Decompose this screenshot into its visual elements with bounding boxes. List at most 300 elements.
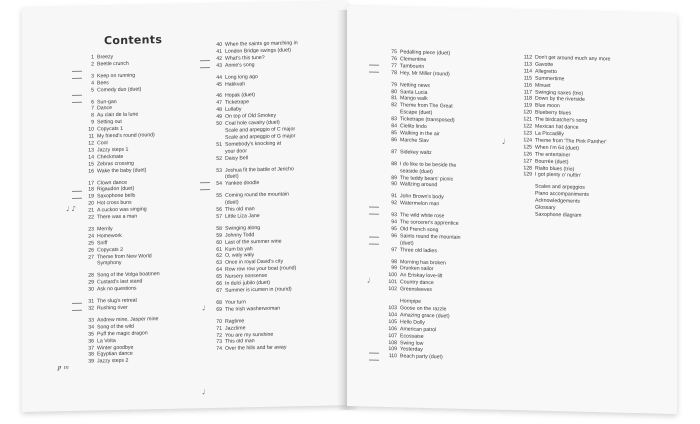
- entry-number: 63: [216, 260, 222, 267]
- entry-number: 87: [391, 148, 397, 156]
- entry-title: I got plenty o' nuttin': [535, 172, 581, 180]
- entry-title: Symphony: [97, 260, 122, 267]
- entry-title: La Piccadilly: [535, 130, 564, 138]
- entry-number: 54: [216, 181, 222, 188]
- music-staff-icon: [369, 65, 379, 73]
- entry-number: 41: [216, 48, 222, 55]
- entry-number: 129: [523, 171, 532, 178]
- entry-title: Beach party (duet): [400, 353, 443, 361]
- entry-number: 75: [391, 49, 397, 56]
- entry-title: Jazzy steps 2: [97, 358, 129, 365]
- right-column-2: [522, 54, 610, 220]
- entry-title: Copycats 2: [97, 246, 123, 254]
- entry-title: Hot cross buns: [97, 199, 132, 207]
- music-staff-icon: [72, 303, 82, 311]
- entry-number: 46: [216, 93, 222, 100]
- right-page: [347, 6, 677, 414]
- entry-title: (duet): [400, 240, 414, 247]
- entry-number: 53: [216, 167, 222, 174]
- entry-number: 93: [391, 212, 397, 219]
- entry-number: 55: [216, 193, 222, 200]
- entry-number: 100: [388, 272, 397, 279]
- entry-title: Beetle crunch: [97, 60, 129, 68]
- entry-title: Theme from 'The Pink Panther': [535, 137, 607, 146]
- entry-title: This old man: [225, 338, 255, 346]
- entry-number: 97: [391, 246, 397, 253]
- entry-title: Hopak (duet): [225, 92, 255, 100]
- entry-number: 86: [391, 136, 397, 144]
- entry-title: Escape (duet): [400, 109, 433, 117]
- entry-number: 123: [523, 130, 532, 137]
- entry-title: La Volta: [97, 337, 116, 345]
- entry-title: Song of the Volga boatmen: [97, 271, 160, 279]
- entry-number: 51: [216, 141, 222, 148]
- entry-title: Nursery nonsense: [225, 273, 268, 280]
- entry-number: 62: [216, 253, 222, 260]
- entry-number: 73: [216, 339, 222, 346]
- entry-title: Sidekey waltz: [400, 149, 432, 156]
- entry-title: Cielito lindo: [400, 123, 427, 131]
- entry-number: 56: [216, 206, 222, 213]
- entry-number: 19: [88, 193, 94, 200]
- entry-title: Ask no questions: [97, 285, 137, 293]
- entry-title: Theme from The Great: [400, 102, 453, 110]
- entry-title: Hornpipe: [400, 298, 422, 305]
- entry-number: 60: [216, 239, 222, 246]
- entry-title: Breezy: [97, 54, 114, 61]
- entry-number: 83: [391, 116, 397, 123]
- entry-title: Three old ladies: [400, 246, 437, 254]
- entry-title: O, waly waly: [225, 252, 255, 260]
- entry-title: Ticketrape (transposed): [400, 116, 455, 124]
- entry-number: 43: [216, 62, 222, 69]
- entry-number: 76: [391, 55, 397, 63]
- entry-number: 71: [216, 325, 222, 332]
- note-icon: ♩: [202, 388, 206, 397]
- left-column-2: [212, 40, 298, 353]
- entry-number: 88: [391, 160, 397, 167]
- entry-title: Swinging saxes (trio): [535, 89, 584, 97]
- entry-title: Ecossaise: [400, 332, 424, 340]
- left-page: [22, 1, 347, 412]
- entry-number: 11: [88, 133, 94, 140]
- entry-title: Rigaudon (duet): [97, 186, 135, 193]
- entry-number: 1: [91, 54, 94, 61]
- music-staff-icon: [200, 182, 210, 190]
- entry-number: 72: [216, 332, 222, 339]
- entry-title: Row row row your boat (round): [225, 265, 297, 274]
- entry-number: 23: [88, 226, 94, 233]
- entry-title: Sniff: [97, 239, 108, 247]
- entry-number: 68: [216, 299, 222, 306]
- entry-title: Swing low: [400, 339, 424, 347]
- entry-title: In dulci jubilo (duet): [225, 279, 270, 287]
- entry-title: Drunken sailor: [400, 265, 434, 273]
- entry-number: 108: [388, 339, 397, 346]
- entry-number: 94: [391, 219, 397, 226]
- entry-number: 119: [523, 102, 532, 109]
- entry-title: Morning has broken: [400, 258, 446, 266]
- entry-number: 79: [391, 81, 397, 88]
- entry-number: 95: [391, 226, 397, 233]
- entry-title: Clementine: [400, 56, 427, 63]
- entry-title: Keep on running: [97, 72, 136, 80]
- music-staff-icon: [369, 353, 379, 361]
- entry-number: 30: [88, 286, 94, 293]
- entry-number: 50: [216, 120, 222, 127]
- entry-title: What's this tune?: [225, 54, 265, 62]
- entry-number: 118: [523, 95, 532, 102]
- entry-number: 5: [91, 87, 94, 94]
- entry-title: Au clair de la lune: [97, 111, 139, 119]
- entry-title: A cuckoo was singing: [97, 206, 147, 214]
- entry-number: 77: [391, 62, 397, 70]
- entry-title: seaside (duet): [400, 167, 433, 175]
- entry-number: 21: [88, 207, 94, 214]
- entry-number: 81: [391, 95, 397, 102]
- entry-title: Pedalling piece (duet): [400, 49, 451, 57]
- entry-number: 104: [388, 311, 397, 319]
- entry-title: your door: [225, 147, 247, 155]
- entry-title: Andrew mine, Jasper mine: [97, 316, 159, 324]
- entry-number: 17: [88, 179, 94, 187]
- entry-number: 126: [523, 150, 532, 158]
- entry-number: 124: [523, 137, 532, 144]
- entry-title: I do like to be beside the: [400, 160, 457, 169]
- entry-title: Clown dance: [97, 179, 127, 186]
- entry-title: Theme from New World: [97, 252, 152, 260]
- entry-title: Joshua fit the battle of Jericho: [225, 165, 294, 174]
- entry-number: 69: [216, 306, 222, 313]
- contents-entry: [212, 345, 298, 354]
- entry-title: Marche Slav: [400, 137, 429, 144]
- entry-number: [522, 211, 532, 218]
- entry-title: Copycats 1: [97, 126, 123, 133]
- note-icon: ♩: [367, 276, 371, 285]
- entry-number: 82: [391, 102, 397, 109]
- note-icon: 𝆏 𝆐: [58, 363, 69, 372]
- entry-title: Hello Dolly: [400, 319, 425, 326]
- entry-number: 16: [88, 168, 94, 175]
- entry-number: 2: [91, 61, 94, 68]
- entry-number: 47: [216, 100, 222, 107]
- entry-number: 114: [523, 68, 532, 75]
- music-staff-icon: [72, 95, 82, 103]
- entry-number: [84, 261, 94, 268]
- entry-number: 120: [523, 109, 532, 116]
- entry-title: Santa Lucia: [400, 88, 428, 96]
- entry-title: Summer is icumen in (round): [225, 286, 292, 294]
- entry-title: Homework: [97, 232, 122, 240]
- entry-number: 15: [88, 161, 94, 168]
- entry-title: Scale and arpeggio of C major: [225, 126, 296, 134]
- entry-number: 7: [91, 105, 94, 112]
- entry-number: 78: [391, 69, 397, 76]
- entry-title: Don't get around much any more: [535, 54, 611, 63]
- entry-number: 45: [216, 81, 222, 88]
- entry-number: 85: [391, 130, 397, 137]
- left-column-1: [84, 53, 160, 366]
- entry-title: An Eriskay love-lilt: [400, 272, 443, 280]
- entry-title: Dance: [97, 105, 112, 112]
- entry-title: Kum ba yah: [225, 245, 253, 253]
- entry-number: 13: [88, 147, 94, 154]
- entry-title: There was a man: [97, 213, 138, 221]
- entry-number: 58: [216, 225, 222, 232]
- entry-number: 125: [523, 144, 532, 151]
- entry-number: 90: [391, 181, 397, 188]
- entry-number: 115: [523, 75, 532, 82]
- entry-title: You are my sunshine: [225, 331, 274, 339]
- entry-title: Saints round the mountain: [400, 233, 461, 241]
- entry-number: 35: [88, 331, 94, 338]
- entry-title: Lullaby: [225, 106, 242, 113]
- right-column-1: [387, 49, 461, 362]
- entry-title: Saxophone diagram: [535, 211, 582, 219]
- entry-title: Yankee doodle: [225, 180, 260, 188]
- entry-title: Jazztime: [225, 324, 246, 332]
- entry-number: 102: [388, 286, 397, 293]
- entry-number: 107: [388, 332, 397, 339]
- entry-number: 27: [88, 254, 94, 261]
- entry-number: 61: [216, 246, 222, 253]
- entry-title: Tambourin: [400, 63, 425, 70]
- entry-title: My friend's round (round): [97, 132, 155, 140]
- entry-number: 48: [216, 107, 222, 114]
- entry-number: 36: [88, 338, 94, 345]
- entry-number: 29: [88, 279, 94, 286]
- music-staff-icon: [72, 191, 82, 199]
- entry-number: 18: [88, 186, 94, 194]
- entry-title: Puff the magic dragon: [97, 330, 148, 338]
- entry-number: 10: [88, 126, 94, 133]
- entry-title: Johnny Todd: [225, 231, 255, 239]
- entry-title: Walking in the air: [400, 130, 440, 138]
- note-icon: ♩ ♪: [66, 204, 76, 214]
- entry-title: Your turn: [225, 299, 246, 306]
- entry-title: Piano accompaniments: [535, 190, 589, 199]
- entry-title: Greensleeves: [400, 286, 433, 294]
- music-staff-icon: [369, 207, 379, 215]
- entry-number: 74: [216, 346, 222, 353]
- entry-number: 20: [88, 200, 94, 207]
- entry-number: 34: [88, 324, 94, 331]
- entry-number: 37: [88, 345, 94, 352]
- contents-entry: [522, 211, 610, 220]
- music-staff-icon: [72, 71, 82, 79]
- entry-number: 32: [88, 305, 94, 312]
- entry-title: Glossary: [535, 204, 556, 212]
- entry-number: 109: [388, 346, 397, 353]
- entry-number: 84: [391, 123, 397, 130]
- entry-number: 103: [388, 305, 397, 312]
- entry-number: 70: [216, 318, 222, 325]
- entry-title: Merrily: [97, 226, 113, 233]
- entry-number: 14: [88, 154, 94, 161]
- entry-title: Rialto blues (trio): [535, 165, 575, 173]
- entry-number: 28: [88, 272, 94, 279]
- page-title: Contents: [104, 33, 163, 48]
- entry-number: 89: [391, 174, 397, 181]
- entry-title: Annie's song: [225, 61, 255, 69]
- entry-title: Rushing river: [97, 304, 128, 312]
- entry-number: 4: [91, 80, 94, 87]
- entry-title: This old man: [225, 206, 255, 213]
- entry-title: Gavotte: [535, 61, 554, 68]
- entry-number: 59: [216, 232, 222, 239]
- entry-number: 65: [216, 273, 222, 281]
- entry-title: Once in royal David's city: [225, 258, 284, 267]
- entry-title: The sorcerer's apprentice: [400, 219, 459, 227]
- entry-number: 39: [88, 358, 94, 365]
- entry-number: 128: [523, 164, 532, 172]
- entry-title: Saxophone bells: [97, 192, 136, 200]
- entry-title: Acknowledgements: [535, 197, 580, 205]
- note-icon: ♩: [502, 137, 506, 146]
- entry-title: American patrol: [400, 326, 437, 333]
- entry-title: Egyptian dance: [97, 351, 133, 358]
- entry-number: 127: [523, 157, 532, 165]
- entry-number: 99: [391, 265, 397, 272]
- entry-number: 57: [216, 213, 222, 220]
- entry-title: Swinging along: [225, 224, 261, 232]
- entry-title: The teddy bears' picnic: [400, 174, 454, 183]
- entry-title: The birdcatcher's song: [535, 116, 588, 125]
- entry-title: The slug's retreat: [97, 297, 137, 305]
- entry-title: Last of the summer wine: [225, 238, 282, 246]
- entry-title: Blueberry blues: [535, 109, 572, 117]
- entry-title: Goose on the razzle: [400, 305, 447, 313]
- entry-title: Custard's last stand: [97, 278, 143, 286]
- entry-title: Minuet: [535, 82, 551, 89]
- entry-title: Watermelon man: [400, 200, 440, 208]
- entry-title: Jazzy steps 1: [97, 146, 129, 154]
- entry-number: 52: [216, 155, 222, 162]
- entry-title: Zebras crossing: [97, 160, 134, 168]
- entry-number: 92: [391, 200, 397, 207]
- entry-number: 40: [216, 41, 222, 48]
- music-staff-icon: [369, 237, 379, 245]
- entry-number: 42: [216, 55, 222, 62]
- entry-number: 67: [216, 287, 222, 294]
- entry-number: 106: [388, 325, 397, 332]
- entry-title: Coal hole cavalry (duet): [225, 119, 280, 127]
- entry-number: 9: [91, 119, 94, 126]
- entry-title: (duet): [225, 199, 239, 206]
- entry-number: 66: [216, 280, 222, 288]
- music-staff-icon: [200, 60, 210, 68]
- entry-title: Setting out: [97, 119, 122, 126]
- entry-title: Mexican hat dance: [535, 123, 579, 131]
- entry-number: 110: [388, 353, 397, 360]
- entry-number: 113: [523, 61, 532, 68]
- entry-title: Hatikvah: [225, 80, 246, 88]
- note-icon: ♩: [202, 304, 206, 313]
- entry-title: Wake the baby (duet): [97, 166, 147, 175]
- entry-title: Somebody's knocking at: [225, 140, 282, 148]
- entry-number: 24: [88, 233, 94, 240]
- entry-title: On top of Old Smokey: [225, 112, 277, 120]
- entry-number: 49: [216, 113, 222, 121]
- entry-title: Song of the wild: [97, 323, 134, 331]
- entry-title: Over the hills and far away: [225, 344, 287, 353]
- entry-number: 96: [391, 232, 397, 240]
- entry-title: Blue moon: [535, 102, 560, 110]
- entry-title: Country dance: [400, 279, 434, 287]
- entry-number: 91: [391, 193, 397, 200]
- entry-title: Winter goodbye: [97, 344, 134, 351]
- entry-number: 122: [523, 123, 532, 130]
- entry-number: 116: [523, 81, 532, 89]
- entry-title: Netting news: [400, 81, 430, 89]
- entry-title: Daisy Bell: [225, 154, 249, 162]
- entry-title: (duet): [225, 173, 239, 181]
- entry-number: 22: [88, 214, 94, 221]
- entry-number: 31: [88, 298, 94, 305]
- entry-title: London Bridge swings (duet): [225, 47, 292, 55]
- entry-number: 64: [216, 267, 222, 274]
- entry-number: 98: [391, 258, 397, 265]
- entry-number: 33: [88, 317, 94, 324]
- entry-number: 117: [523, 88, 532, 96]
- entry-title: Waltzing around: [400, 181, 438, 189]
- entry-title: When I'm 64 (duet): [535, 144, 579, 152]
- entry-title: Ragtime: [225, 318, 245, 325]
- entry-title: Yesterday: [400, 346, 423, 354]
- entry-title: Coming round the mountain: [225, 191, 290, 199]
- entry-title: Hey, Mr Miller (round): [400, 70, 450, 78]
- entry-title: Sun-gan: [97, 98, 117, 105]
- entry-title: Checkmate: [97, 153, 124, 161]
- entry-title: Cool: [97, 140, 108, 147]
- entry-number: 3: [91, 73, 94, 80]
- entry-title: The wild white rose: [400, 212, 445, 220]
- entry-title: Scale and arpeggio of G major: [225, 133, 296, 141]
- entry-title: Little Liza Jane: [225, 212, 260, 220]
- entry-number: 112: [523, 54, 532, 61]
- entry-title: Comedy duo (duet): [97, 86, 142, 94]
- entry-number: 44: [216, 74, 222, 81]
- entry-title: Down by the riverside: [535, 96, 585, 104]
- entry-number: 8: [91, 112, 94, 119]
- entry-title: Scales and arpeggios: [535, 183, 585, 192]
- entry-number: 6: [91, 99, 94, 106]
- entry-title: When the saints go marching in: [225, 40, 298, 48]
- contents-entry: [84, 357, 160, 365]
- entry-number: 26: [88, 247, 94, 254]
- entry-number: 101: [388, 279, 397, 286]
- entry-title: Mango walk: [400, 95, 428, 103]
- entry-title: Long long ago: [225, 73, 258, 81]
- entry-number: 121: [523, 116, 532, 123]
- entry-number: 38: [88, 351, 94, 359]
- entry-number: 12: [88, 140, 94, 147]
- contents-entry: [387, 353, 461, 362]
- entry-title: John Brown's body: [400, 193, 444, 201]
- entry-number: 80: [391, 88, 397, 95]
- entry-number: 25: [88, 240, 94, 247]
- entry-title: Bees: [97, 79, 109, 87]
- entry-title: The entertainer: [535, 151, 571, 159]
- entry-title: Ticketrape: [225, 99, 250, 107]
- entry-title: Amazing grace (duet): [400, 312, 450, 320]
- entry-title: The Irish washerwoman: [225, 305, 281, 313]
- entry-title: Bourrée (duet): [535, 158, 569, 166]
- entry-title: Allegretto: [535, 68, 557, 75]
- entry-title: Summertime: [535, 75, 565, 83]
- entry-title: Old French song: [400, 226, 439, 234]
- entry-number: 105: [388, 318, 397, 326]
